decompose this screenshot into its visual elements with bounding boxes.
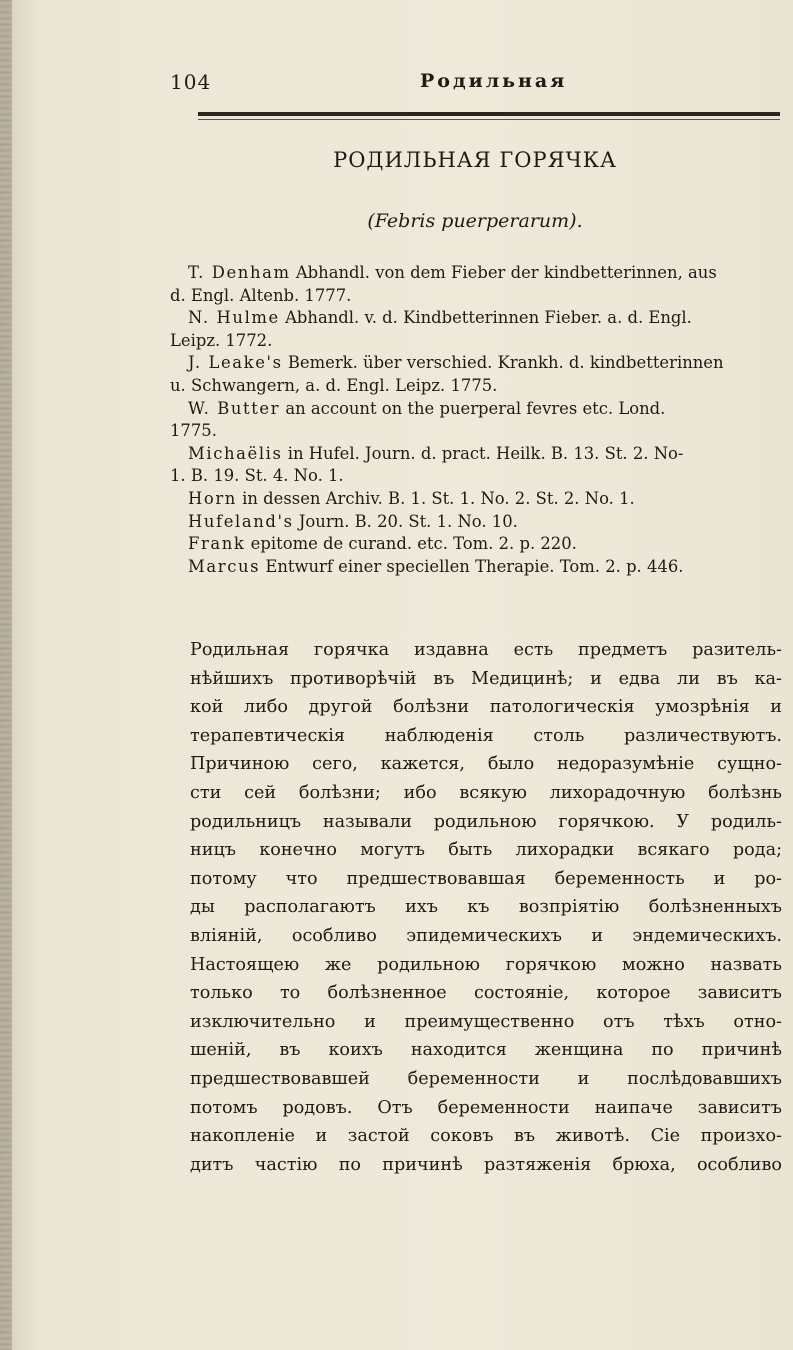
- paragraph: [168, 636, 782, 951]
- running-head: Родильная: [420, 70, 568, 92]
- text-line: только то болѣзненное состояніе, которое зависитъ: [190, 983, 782, 1004]
- reference-text: Entwurf einer speciellen Therapie. Tom. 2. p. 446.: [260, 556, 684, 576]
- page-number: 104: [170, 70, 212, 94]
- reference-text: u. Schwangern, a. d. Engl. Leipz. 1775.: [170, 375, 498, 395]
- reference-text: in dessen Archiv. B. 1. St. 1. No. 2. St. 2. No. 1.: [236, 488, 635, 508]
- reference-line: [170, 488, 782, 511]
- text-line: изключительно и преимущественно отъ тѣхъ отно-: [190, 1011, 782, 1032]
- reference-text: epitome de curand. etc. Tom. 2. p. 220.: [245, 534, 577, 554]
- reference-text: an account on the puerperal fevres etc. Lond.: [280, 398, 666, 418]
- reference-line: [170, 533, 782, 556]
- text-line: потому что предшествовавшая беременность и ро-: [190, 868, 782, 889]
- reference-line: [170, 375, 782, 398]
- paragraph: [168, 951, 782, 1180]
- reference-line: [170, 443, 782, 466]
- reference-author: Horn: [188, 488, 237, 508]
- reference-author: N. Hulme: [188, 308, 280, 328]
- reference-line: [170, 285, 782, 308]
- book-spine-edge: [0, 0, 12, 1350]
- text-line: терапевтическія наблюденія столь различествуютъ.: [190, 725, 782, 746]
- reference-text: in Hufel. Journ. d. pract. Heilk. B. 13. St. 2. No-: [282, 443, 684, 463]
- text-line: родильницъ называли родильною горячкою. У родиль-: [190, 811, 782, 832]
- reference-text: d. Engl. Altenb. 1777.: [170, 285, 352, 305]
- header-rule-thin: [198, 119, 780, 120]
- text-line: накопленіе и застой соковъ въ животѣ. Сіе произхо-: [190, 1126, 782, 1147]
- reference-text: 1. B. 19. St. 4. No. 1.: [170, 466, 344, 486]
- text-line: вліяній, особливо эпидемическихъ и эндемическихъ.: [190, 925, 782, 946]
- reference-text: Abhandl. von dem Fieber der kindbetterinnen, aus: [290, 263, 717, 282]
- reference-text: Journ. B. 20. St. 1. No. 10.: [293, 511, 518, 531]
- text-line: сти сей болѣзни; ибо всякую лихорадочную болѣзнь: [190, 782, 782, 803]
- text-line: Настоящею же родильною горячкою можно назвать: [190, 954, 782, 975]
- reference-line: [170, 465, 782, 488]
- reference-author: Frank: [188, 534, 246, 554]
- reference-line: [170, 330, 782, 353]
- reference-line: [170, 262, 782, 285]
- text-line: нѣйшихъ противорѣчій въ Медицинѣ; и едва ли въ ка-: [190, 668, 782, 689]
- reference-line: [170, 556, 782, 579]
- page-header: [170, 70, 780, 104]
- text-line: ницъ конечно могутъ быть лихорадки всякаго рода;: [190, 840, 782, 861]
- chapter-subtitle: (Febris puerperarum).: [367, 210, 583, 232]
- text-line: ды располагаютъ ихъ къ возпріятію болѣзненныхъ: [190, 897, 782, 918]
- references-list: [170, 262, 782, 578]
- reference-line: [170, 352, 782, 375]
- text-line: шеній, въ коихъ находится женщина по причинѣ: [190, 1040, 782, 1061]
- text-line: потомъ родовъ. Отъ беременности наипаче зависитъ: [190, 1097, 782, 1118]
- header-rule: [198, 112, 780, 116]
- text-line: предшествовавшей беременности и послѣдовавшихъ: [190, 1068, 782, 1089]
- reference-author: T. Denham: [188, 263, 291, 282]
- text-line: Причиною сего, кажется, было недоразумѣніе сущно-: [190, 754, 782, 775]
- text-line: дитъ частію по причинѣ разтяженія брюха, особливо: [190, 1154, 782, 1175]
- reference-author: W. Butter: [188, 398, 281, 418]
- body-text: [168, 636, 782, 1179]
- chapter-title: РОДИЛЬНАЯ ГОРЯЧКА: [333, 148, 617, 172]
- text-line: Родильная горячка издавна есть предметъ разитель-: [190, 640, 782, 660]
- reference-line: [170, 307, 782, 330]
- reference-author: Michaëlis: [188, 443, 283, 463]
- text-line: кой либо другой болѣзни патологическія умозрѣнія и: [190, 697, 782, 718]
- reference-text: Abhandl. v. d. Kindbetterinnen Fieber. a. d. Engl.: [279, 308, 692, 328]
- reference-text: 1775.: [170, 421, 217, 441]
- reference-text: Bemerk. über verschied. Krankh. d. kindbetterinnen: [282, 353, 724, 373]
- reference-author: Hufeland's: [188, 511, 294, 531]
- reference-line: [170, 398, 782, 421]
- reference-text: Leipz. 1772.: [170, 330, 273, 350]
- reference-line: [170, 420, 782, 443]
- reference-line: [170, 511, 782, 534]
- reference-author: J. Leake's: [188, 353, 283, 373]
- reference-author: Marcus: [188, 556, 261, 576]
